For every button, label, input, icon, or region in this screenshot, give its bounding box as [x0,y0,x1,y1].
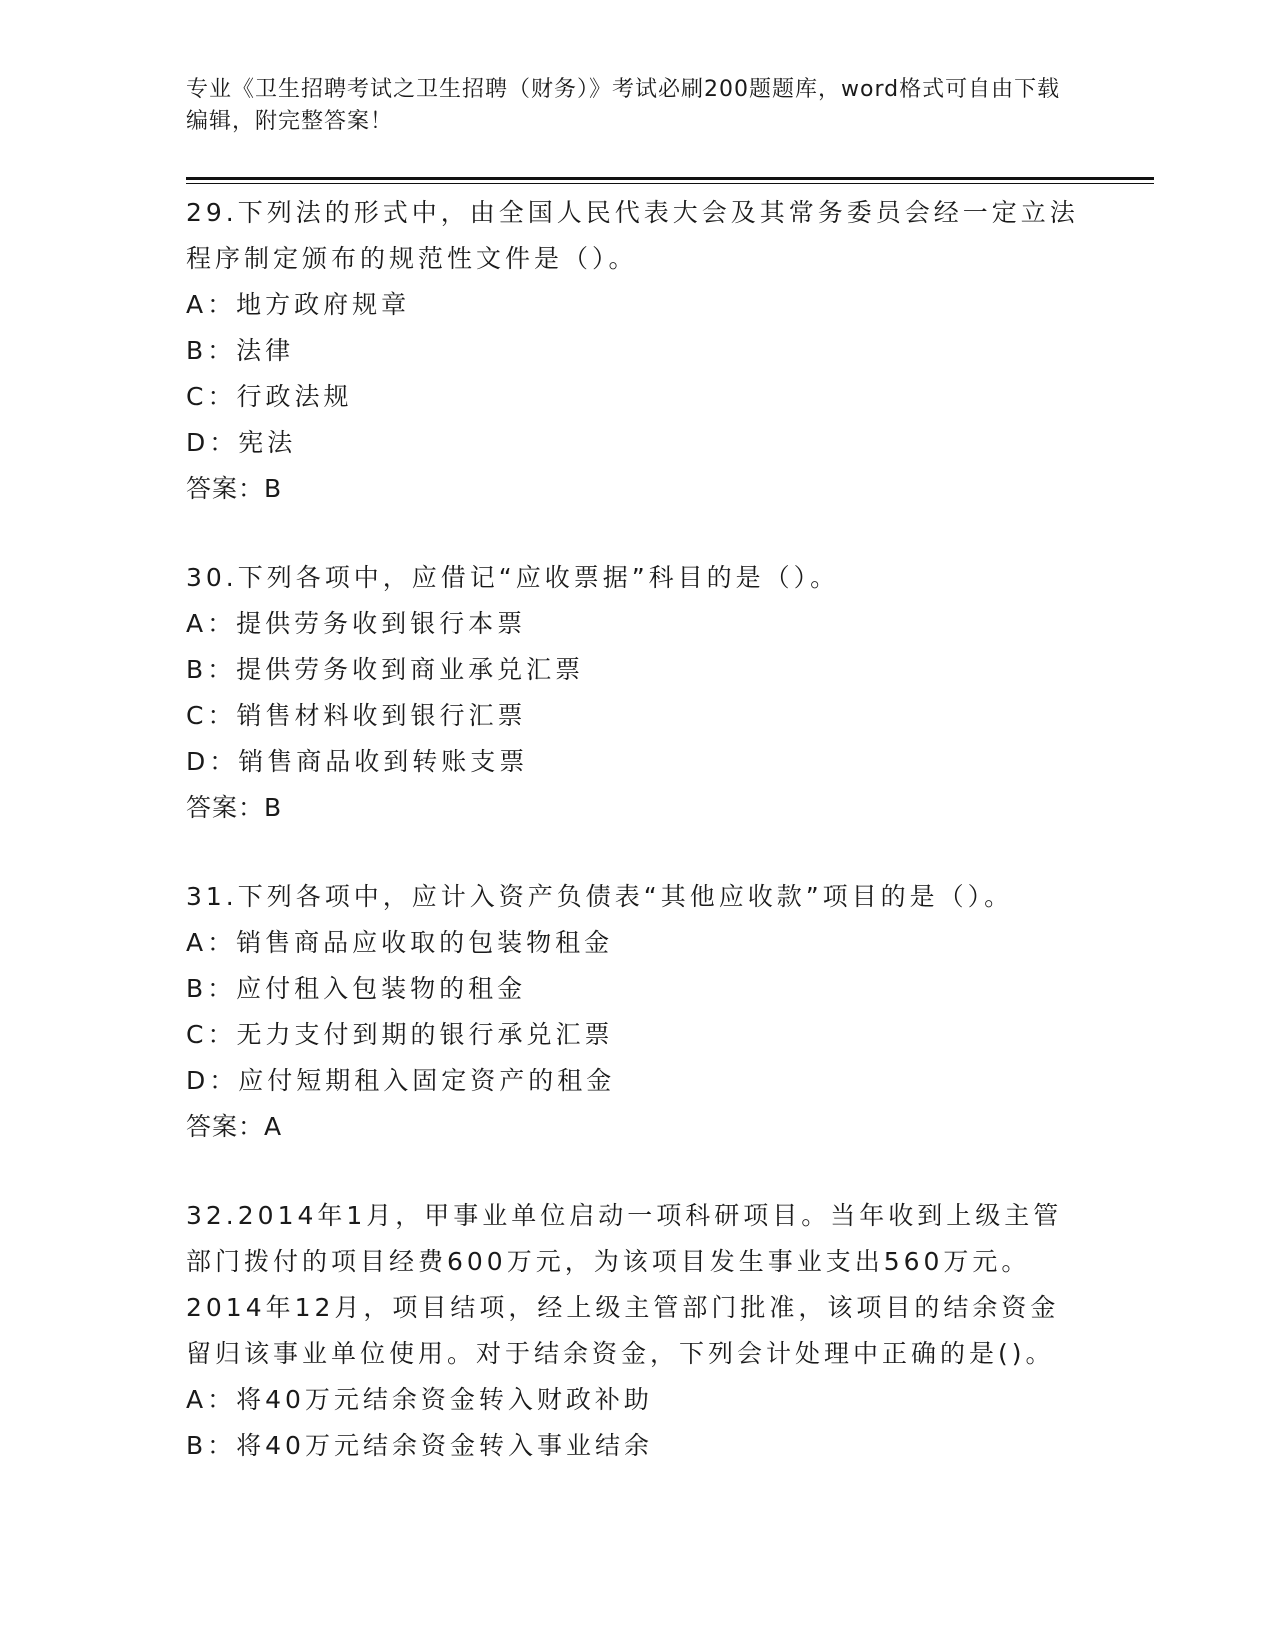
option-d: D：销售商品收到转账支票 [186,747,529,776]
question-31 [186,874,1086,1150]
option-a: A：将40万元结余资金转入财政补助 [186,1385,653,1414]
question-stem: 31.下列各项中，应计入资产负债表“其他应收款”项目的是（）。 [186,882,1014,911]
question-spacer [186,1150,1086,1193]
option-c: C：行政法规 [186,382,353,411]
option-c: C：销售材料收到银行汇票 [186,701,527,730]
question-stem: 32.2014年1月，甲事业单位启动一项科研项目。当年收到上级主管部门拨付的项目经费600万元，为该项目发生事业支出560万元。2014年12月，项目结项，经上级主管部门批准，该项目的结余资金留归该事业单位使用。对于结余资金，下列会计处理中正确的是()。 [186,1201,1063,1368]
option-a: A：地方政府规章 [186,290,411,319]
question-30 [186,555,1086,831]
option-b: B：将40万元结余资金转入事业结余 [186,1431,653,1460]
option-b: B：应付租入包装物的租金 [186,974,527,1003]
option-b: B：提供劳务收到商业承兑汇票 [186,655,585,684]
option-c: C：无力支付到期的银行承兑汇票 [186,1020,614,1049]
option-a: A：销售商品应收取的包装物租金 [186,928,614,957]
question-spacer [186,831,1086,874]
header-rule-thin [186,183,1154,184]
option-b: B：法律 [186,336,295,365]
header-rule-thick [186,177,1154,180]
option-a: A：提供劳务收到银行本票 [186,609,527,638]
answer-line: 答案：A [186,1112,283,1141]
question-29 [186,190,1086,512]
question-list [186,190,1086,1469]
question-spacer [186,512,1086,555]
answer-line: 答案：B [186,793,283,822]
answer-line: 答案：B [186,474,283,503]
option-d: D：应付短期租入固定资产的租金 [186,1066,616,1095]
question-stem: 30.下列各项中，应借记“应收票据”科目的是（）。 [186,563,840,592]
option-d: D：宪法 [186,428,297,457]
document-header: 专业《卫生招聘考试之卫生招聘（财务）》考试必刷200题题库，word格式可自由下载编辑，附完整答案！ [186,77,1061,134]
question-stem: 29.下列法的形式中，由全国人民代表大会及其常务委员会经一定立法程序制定颁布的规范性文件是（）。 [186,198,1079,273]
question-32 [186,1193,1086,1469]
